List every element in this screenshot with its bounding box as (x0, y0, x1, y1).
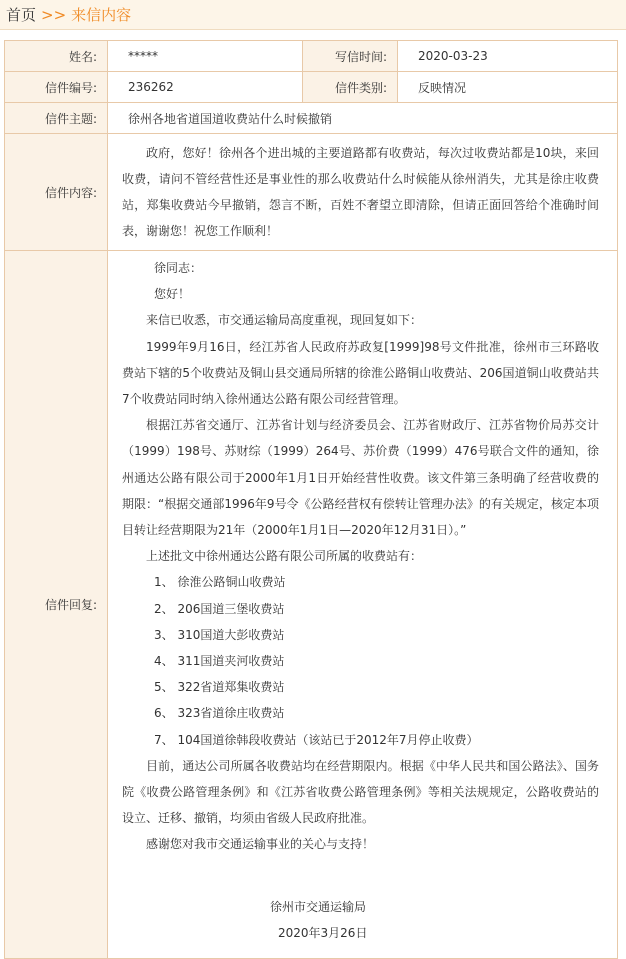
content-text: 政府，您好！徐州各个进出城的主要道路都有收费站，每次过收费站都是10块，来回收费，请问不管经营性还是事业性的那么收费站什么时候能从徐州消失，尤其是徐庄收费站，郑集收费站今早撤销，怨言不断，百姓不奢望立即清除，但请正面回答给个准确时间表，谢谢您！祝您工作顺利！ (122, 146, 599, 238)
station-item: 4、 311国道夹河收费站 (154, 654, 285, 669)
reply-salutation: 徐同志： (154, 261, 203, 275)
row-number-category (5, 72, 618, 103)
breadcrumb-separator: >> (41, 5, 67, 24)
reply-greeting: 您好！ (154, 287, 191, 302)
time-value: 2020-03-23 (398, 41, 618, 72)
reply-paragraph: 目前，通达公司所属各收费站均在经营期限内。根据《中华人民共和国公路法》、国务院《收费公路管理条例》和《江苏省收费公路管理条例》等相关法规规定，公路收费站的设立、迁移、撤销，均须由省级人民政府批准。 (122, 758, 599, 826)
station-item: 2、 206国道三堡收费站 (154, 601, 285, 616)
reply-paragraph: 感谢您对我市交通运输事业的关心与支持！ (146, 837, 375, 852)
reply-paragraph: 上述批文中徐州通达公路有限公司所属的收费站有： (146, 549, 423, 564)
name-label: 姓名: (5, 41, 108, 72)
category-label: 信件类别: (303, 72, 398, 103)
reply-label: 信件回复: (5, 251, 108, 959)
subject-label: 信件主题: (5, 103, 108, 134)
row-content (5, 134, 618, 251)
reply-paragraph: 根据江苏省交通厅、江苏省计划与经济委员会、江苏省财政厅、江苏省物价局苏交计（1999）198号、苏财综（1999）264号、苏价费（1999）476号联合文件的通知，徐州通达公路有限公司于2000年1月1日开始经营性收费。该文件第三条明确了经营收费的期限：“根据交通部1996年9号令《公路经营权有偿转让管理办法》的有关规定，核定本项目转让经营期限为21年（2000年1月1日—2020年12月31日）。” (122, 418, 599, 538)
reply-paragraph: 来信已收悉，市交通运输局高度重视，现回复如下： (146, 313, 423, 328)
row-reply (5, 251, 618, 959)
row-subject (5, 103, 618, 134)
number-label: 信件编号: (5, 72, 108, 103)
category-value: 反映情况 (398, 72, 618, 103)
station-item: 5、 322省道郑集收费站 (154, 680, 285, 695)
breadcrumb (0, 0, 626, 30)
subject-value: 徐州各地省道国道收费站什么时候撤销 (108, 103, 618, 134)
breadcrumb-home-link[interactable]: 首页 (6, 5, 37, 24)
station-item: 6、 323省道徐庄收费站 (154, 706, 285, 721)
reply-cell (108, 251, 618, 959)
content-label: 信件内容: (5, 134, 108, 251)
content-cell (108, 134, 618, 251)
letter-table (4, 40, 618, 959)
row-name-time (5, 41, 618, 72)
number-value: 236262 (108, 72, 303, 103)
breadcrumb-current: 来信内容 (71, 5, 132, 24)
station-item: 1、 徐淮公路铜山收费站 (154, 575, 286, 590)
name-value: ***** (108, 41, 303, 72)
station-item: 3、 310国道大彭收费站 (154, 627, 285, 642)
time-label: 写信时间: (303, 41, 398, 72)
signature-date: 2020年3月26日 (278, 925, 368, 940)
signature-org: 徐州市交通运输局 (270, 899, 367, 914)
letter-table-wrapper (4, 40, 617, 959)
station-item: 7、 104国道徐韩段收费站（该站已于2012年7月停止收费） (154, 732, 479, 747)
reply-paragraph: 1999年9月16日，经江苏省人民政府苏政复[1999]98号文件批准，徐州市三环路收费站下辖的5个收费站及铜山县交通局所辖的徐淮公路铜山收费站、206国道铜山收费站共7个收费站同时纳入徐州通达公路有限公司经营管理。 (122, 339, 599, 407)
